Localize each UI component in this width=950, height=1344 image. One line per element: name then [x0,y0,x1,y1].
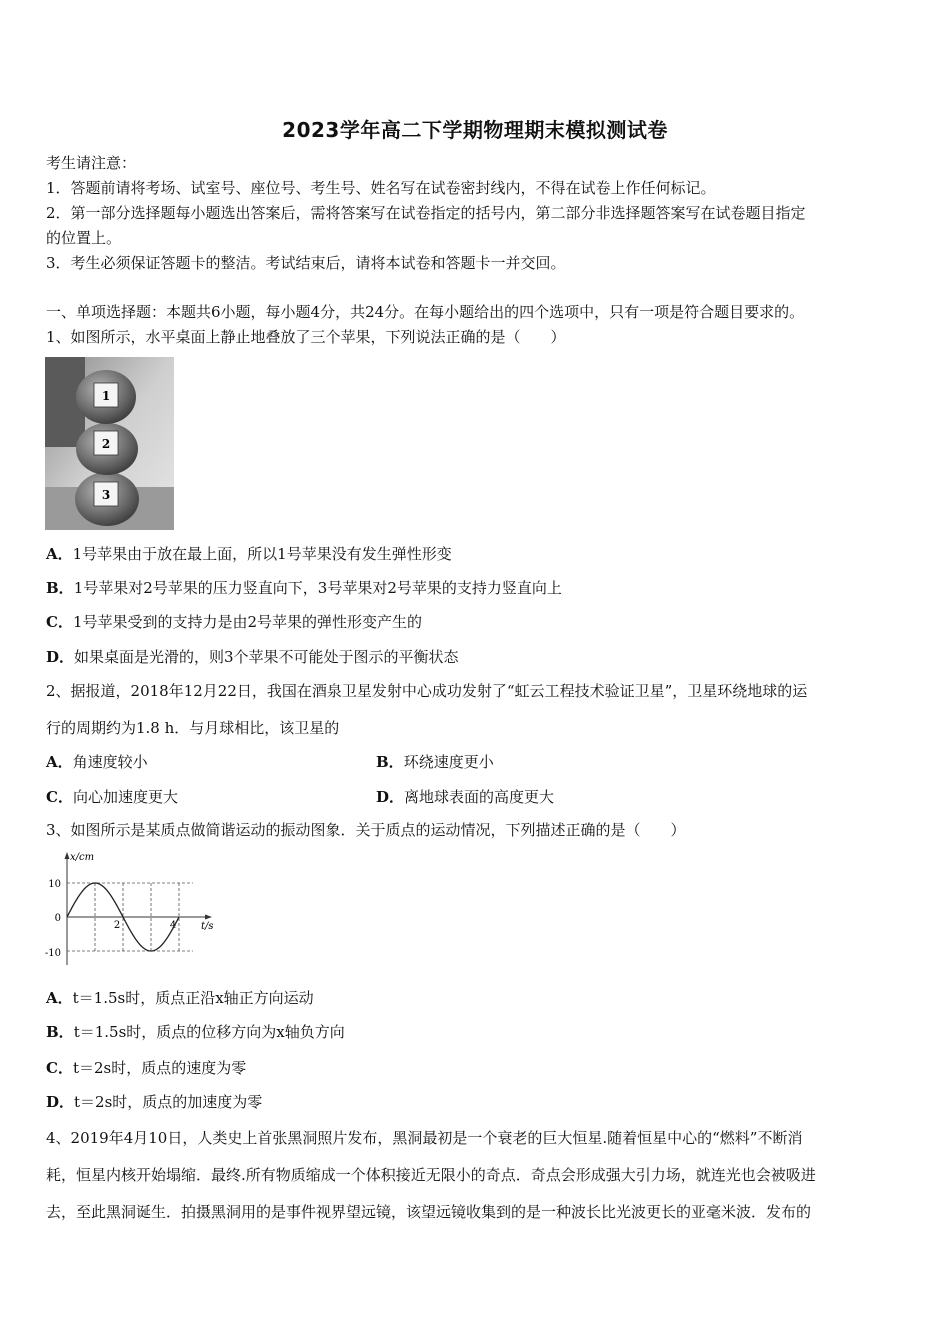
q1-option-b: B．1号苹果对2号苹果的压力竖直向下，3号苹果对2号苹果的支持力竖直向上 [46,579,562,597]
x-tick-4: 4 [169,920,177,931]
q4-line-3: 去，至此黑洞诞生．拍摄黑洞用的是事件视界望远镜，该望远镜收集到的是一种波长比光波更长的亚毫米波．发布的 [46,1203,812,1221]
apple-label-3: 3 [101,488,111,502]
q1-option-a: A．1号苹果由于放在最上面，所以1号苹果没有发生弹性形变 [46,545,452,563]
q1-stem: 1、如图所示，水平桌面上静止地叠放了三个苹果，下列说法正确的是（ ） [46,328,566,346]
notice-item-1: 1．答题前请将考场、试室号、座位号、考生号、姓名写在试卷密封线内，不得在试卷上作任何标记。 [46,179,716,197]
apple-label-2: 2 [101,437,111,451]
x-tick-2: 2 [113,920,121,931]
notice-heading: 考生请注意： [46,154,137,172]
page-title: 2023学年高二下学期物理期末模拟测试卷 [282,118,668,142]
q3-stem: 3、如图所示是某质点做简谐运动的振动图象．关于质点的运动情况，下列描述正确的是（ ） [46,821,686,839]
vibration-graph [40,848,220,970]
apples-illustration [45,357,174,530]
q2-stem-line-1: 2、据报道，2018年12月22日，我国在酒泉卫星发射中心成功发射了“虹云工程技术验证卫星”，卫星环绕地球的运 [46,682,808,700]
q2-option-b: B．环绕速度更小 [376,753,494,771]
q2-option-d: D．离地球表面的高度更大 [376,788,555,806]
q4-line-1: 4、2019年4月10日，人类史上首张黑洞照片发布，黑洞最初是一个衰老的巨大恒星.随着恒星中心的“燃料”不断消 [46,1129,803,1147]
y-axis-label: x/cm [70,852,95,863]
q3-option-a: A．t＝1.5s时，质点正沿x轴正方向运动 [46,989,314,1007]
x-axis-label: t/s [201,921,214,932]
y-tick-10: 10 [48,879,61,890]
section-heading: 一、单项选择题：本题共6小题，每小题4分，共24分。在每小题给出的四个选项中，只有一项是符合题目要求的。 [46,303,805,321]
apple-label-1: 1 [101,389,111,403]
notice-item-3: 3．考生必须保证答题卡的整洁。考试结束后，请将本试卷和答题卡一并交回。 [46,254,566,272]
q3-option-c: C．t＝2s时，质点的速度为零 [46,1059,247,1077]
q1-option-d: D．如果桌面是光滑的，则3个苹果不可能处于图示的平衡状态 [46,648,459,666]
q2-option-a: A．角速度较小 [46,753,148,771]
vibration-graph-svg [40,848,220,970]
y-tick-neg10: -10 [44,948,61,959]
q1-option-c: C．1号苹果受到的支持力是由2号苹果的弹性形变产生的 [46,613,423,631]
q3-option-d: D．t＝2s时，质点的加速度为零 [46,1093,263,1111]
q2-option-c: C．向心加速度更大 [46,788,178,806]
q4-line-2: 耗，恒星内核开始塌缩．最终.所有物质缩成一个体积接近无限小的奇点．奇点会形成强大引力场，就连光也会被吸进 [46,1166,816,1184]
apples-photo [45,357,174,530]
y-axis-arrow [65,852,70,859]
x-axis-arrow [205,915,212,920]
q3-option-b: B．t＝1.5s时，质点的位移方向为x轴负方向 [46,1023,345,1041]
notice-item-2: 2．第一部分选择题每小题选出答案后，需将答案写在试卷指定的括号内，第二部分非选择题答案写在试卷题目指定 [46,204,806,222]
notice-item-2-cont: 的位置上。 [46,229,122,247]
y-tick-0: 0 [54,913,61,924]
q2-stem-line-2: 行的周期约为1.8 h．与月球相比，该卫星的 [46,719,340,737]
